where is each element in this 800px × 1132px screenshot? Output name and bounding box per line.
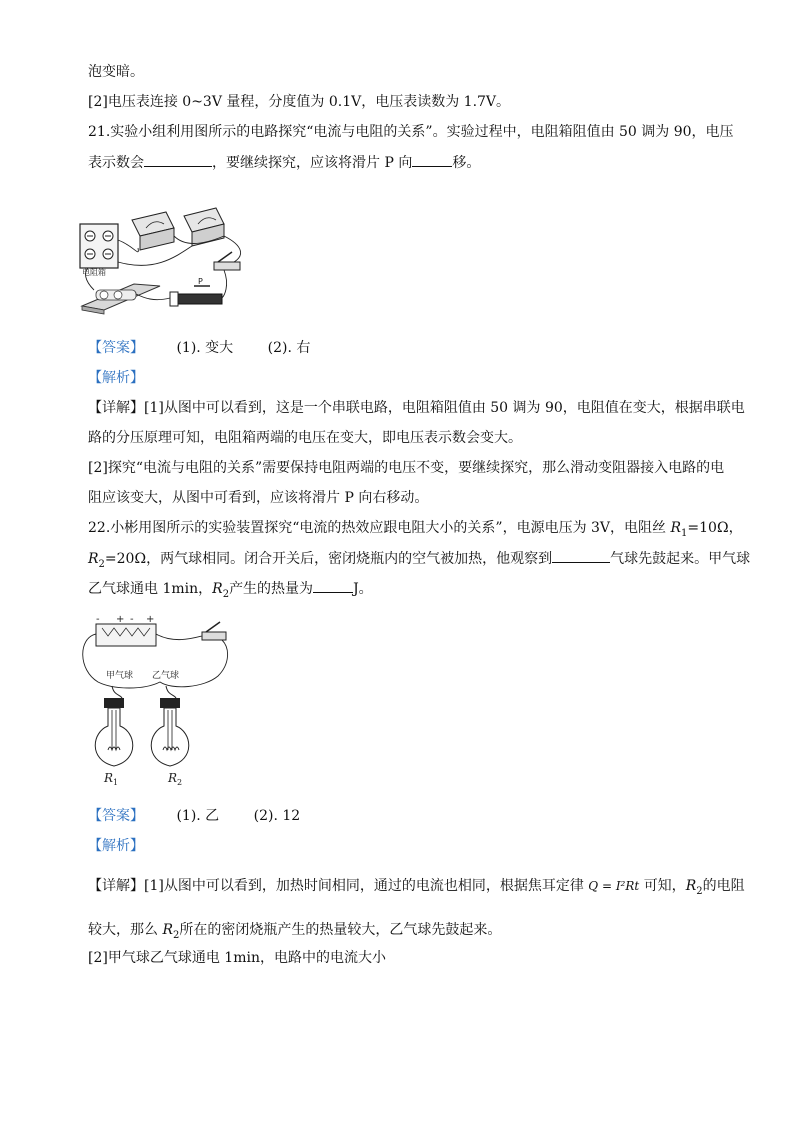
question-22-line [88,518,743,544]
answer-blank [144,152,212,167]
r1-subscript: 1 [681,527,688,539]
detail-line [88,398,745,418]
text-line: [2]电压表连接 0~3V 量程，分度值为 0.1V，电压表读数为 1.7V。 [88,94,511,110]
r2-subscript: 2 [173,929,180,941]
plus-label: + [116,614,125,625]
detail-text: [1]从图中可以看到，这是一个串联电路，电阻箱阻值由 50 调为 90，电阻值在变大，根据串联电 [144,400,745,416]
detail-tag: 【详解】 [88,878,144,894]
q21-text: 表示数会 [88,155,144,171]
r2-symbol: R [212,581,223,597]
r2-subscript: 2 [222,588,230,600]
r1-figure-subscript: 1 [113,778,119,787]
r2-figure-subscript: 2 [177,778,183,787]
circuit-figure-q21 [74,206,264,322]
question-21-line [88,152,480,173]
r1-figure-label: R [104,771,114,785]
answer-item: (2). 12 [253,808,301,824]
question-22-line [88,548,750,575]
q22-text: 产生的热量为 [229,581,314,597]
detail-text: 可知， [643,878,686,894]
answer-blank [552,548,610,563]
q21-text: 移。 [452,155,481,171]
question-21-line: 21.实验小组利用图所示的电路探究“电流与电阻的关系”。实验过程中，电阻箱阻值由 50 调为 90，电压 [88,124,734,140]
r2-subscript: 2 [696,885,703,897]
q22-text: =10Ω， [687,520,743,536]
plus-label: + [146,614,155,625]
analysis-tag: 【解析】 [88,370,144,386]
answer-tag: 【答案】 [88,340,144,356]
detail-line: [2]甲气球乙气球通电 1min，电路中的电流大小 [88,950,386,966]
text-line: 泡变暗。 [88,64,144,80]
detail-line: 阻应该变大，从图中可看到，应该将滑片 P 向右移动。 [88,490,429,506]
r2-symbol: R [162,922,173,938]
answer-item: (1). 乙 [176,808,220,824]
flask-balloon-figure-q22 [74,614,244,790]
detail-text: 的电阻 [702,878,745,894]
detail-text: 较大，那么 [88,922,163,938]
q22-text: 22.小彬用图所示的实验装置探究“电流的热效应跟电阻大小的关系”，电源电压为 3V，电阻丝 [88,520,671,536]
answer-line [88,806,300,826]
detail-text: [1]从图中可以看到，加热时间相同，通过的电流也相同，根据焦耳定律 [144,878,584,894]
q22-text: 乙气球通电 1min， [88,581,213,597]
detail-text: 所在的密闭烧瓶产生的热量较大，乙气球先鼓起来。 [179,922,502,938]
q22-text: J。 [353,581,373,597]
answer-blank [412,152,452,167]
minus-label: - [130,614,134,625]
answer-item: (1). 变大 [176,340,234,356]
q22-text: =20Ω，两气球相同。闭合开关后，密闭烧瓶内的空气被加热，他观察到 [104,551,553,567]
detail-line [88,876,745,902]
detail-line: 路的分压原理可知，电阻箱两端的电压在变大，即电压表示数会变大。 [88,430,522,446]
balloon-b-label: 乙气球 [152,671,180,681]
answer-blank [313,578,353,593]
minus-label: - [96,614,100,625]
q21-text: ，要继续探究，应该将滑片 P 向 [212,155,413,171]
answer-tag: 【答案】 [88,808,144,824]
question-22-line [88,578,373,605]
detail-line: [2]探究“电流与电阻的关系”需要保持电阻两端的电压不变，要继续探究，那么滑动变阻器接入电路的电 [88,460,725,476]
r2-symbol: R [88,551,99,567]
r1-symbol: R [670,520,682,536]
analysis-tag: 【解析】 [88,838,144,854]
detail-line [88,920,501,946]
joule-formula: Q = I²Rt [588,879,640,893]
r2-subscript: 2 [98,558,105,570]
answer-item: (2). 右 [267,340,311,356]
resistance-box-label: 电阻箱 [82,268,106,277]
r2-symbol: R [685,878,697,894]
detail-tag: 【详解】 [88,400,144,416]
q22-text: 气球先鼓起来。甲气球 [610,551,751,567]
r2-figure-label: R [168,771,178,785]
answer-line [88,338,310,358]
slider-label: P [198,277,203,286]
balloon-a-label: 甲气球 [106,671,134,681]
